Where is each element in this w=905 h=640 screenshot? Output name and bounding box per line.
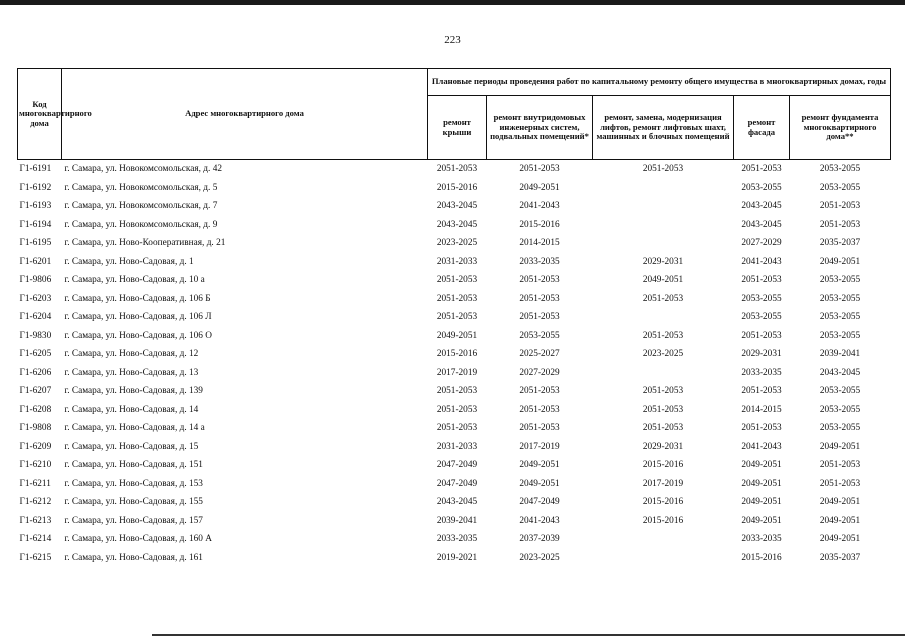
scan-top-border [0,0,905,5]
address-cell: г. Самара, ул. Ново-Садовая, д. 14 а [64,423,205,434]
code-cell: Г1-6208 [19,404,52,415]
foundation-cell: 2053-2055 [819,164,861,175]
roof-cell: 2031-2033 [436,441,478,452]
roof-cell: 2051-2053 [436,275,478,286]
code-cell: Г1-6214 [19,534,52,545]
lifts-cell [593,179,734,198]
header-code: Код многоквартирного дома [18,69,62,160]
lifts-cell: 2051-2053 [642,386,684,397]
code-cell: Г1-6192 [19,182,52,193]
address-cell: г. Самара, ул. Ново-Садовая, д. 10 а [64,275,205,286]
engineering-cell: 2049-2051 [519,460,560,471]
code-cell: Г1-6204 [19,312,52,323]
code-cell: Г1-6201 [19,256,52,267]
lifts-cell: 2017-2019 [642,478,684,489]
repair-schedule-table [17,68,891,567]
engineering-cell: 2017-2019 [519,441,560,452]
table-row [18,253,891,272]
code-cell: Г1-6215 [19,552,52,563]
roof-cell: 2031-2033 [436,256,478,267]
lifts-cell: 2051-2053 [642,404,684,415]
facade-cell: 2049-2051 [741,515,782,526]
address-cell: г. Самара, ул. Ново-Садовая, д. 155 [64,497,203,508]
table-body [18,160,891,568]
code-cell: Г1-6191 [19,164,52,175]
facade-cell: 2051-2053 [741,330,782,341]
foundation-cell: 2049-2051 [819,441,861,452]
address-cell: г. Самара, ул. Ново-Садовая, д. 14 [64,404,199,415]
lifts-cell [593,364,734,383]
header-engineering: ремонт внутридомовых инженерных систем, подвальных помещений* [487,96,593,160]
lifts-cell: 2015-2016 [642,460,684,471]
lifts-cell: 2023-2025 [642,349,684,360]
foundation-cell: 2051-2053 [819,219,861,230]
foundation-cell: 2053-2055 [819,330,861,341]
lifts-cell [593,197,734,216]
foundation-cell: 2053-2055 [819,423,861,434]
roof-cell: 2049-2051 [436,330,478,341]
engineering-cell: 2025-2027 [519,349,560,360]
table-row [18,345,891,364]
lifts-cell: 2015-2016 [642,497,684,508]
facade-cell: 2033-2035 [741,367,782,378]
lifts-cell: 2051-2053 [642,164,684,175]
roof-cell: 2043-2045 [436,201,478,212]
header-facade: ремонт фасада [734,96,790,160]
table-row [18,475,891,494]
engineering-cell: 2051-2053 [519,423,560,434]
roof-cell: 2017-2019 [436,367,478,378]
lifts-cell [593,234,734,253]
table-row [18,493,891,512]
lifts-cell: 2029-2031 [642,256,684,267]
facade-cell: 2049-2051 [741,497,782,508]
address-cell: г. Самара, ул. Ново-Садовая, д. 106 Л [64,312,212,323]
code-cell: Г1-6206 [19,367,52,378]
engineering-cell: 2041-2043 [519,201,560,212]
facade-cell: 2049-2051 [741,460,782,471]
foundation-cell: 2049-2051 [819,515,861,526]
address-cell: г. Самара, ул. Ново-Садовая, д. 106 О [64,330,212,341]
code-cell: Г1-6210 [19,460,52,471]
foundation-cell: 2053-2055 [819,312,861,323]
address-cell: г. Самара, ул. Ново-Садовая, д. 106 Б [64,293,211,304]
foundation-cell: 2051-2053 [819,201,861,212]
table-row [18,308,891,327]
facade-cell: 2043-2045 [741,219,782,230]
address-cell: г. Самара, ул. Ново-Садовая, д. 15 [64,441,199,452]
table-row [18,290,891,309]
facade-cell: 2014-2015 [741,404,782,415]
engineering-cell: 2015-2016 [519,219,560,230]
address-cell: г. Самара, ул. Новокомсомольская, д. 42 [64,164,222,175]
foundation-cell: 2053-2055 [819,404,861,415]
table-row [18,419,891,438]
table-row [18,327,891,346]
foundation-cell: 2053-2055 [819,293,861,304]
address-cell: г. Самара, ул. Ново-Садовая, д. 151 [64,460,203,471]
roof-cell: 2039-2041 [436,515,478,526]
engineering-cell: 2023-2025 [519,552,560,563]
lifts-cell: 2051-2053 [642,330,684,341]
header-lifts: ремонт, замена, модернизация лифтов, ремонт лифтовых шахт, машинных и блочных помещений [593,96,734,160]
address-cell: г. Самара, ул. Ново-Садовая, д. 161 [64,552,203,563]
address-cell: г. Самара, ул. Ново-Садовая, д. 1 [64,256,194,267]
header-group: Плановые периоды проведения работ по капитальному ремонту общего имущества в многоквартирных домах, годы [428,69,891,96]
facade-cell: 2015-2016 [741,552,782,563]
facade-cell: 2051-2053 [741,423,782,434]
lifts-cell [593,530,734,549]
facade-cell: 2051-2053 [741,275,782,286]
lifts-cell: 2049-2051 [642,275,684,286]
roof-cell: 2015-2016 [436,349,478,360]
roof-cell: 2043-2045 [436,497,478,508]
engineering-cell: 2033-2035 [519,256,560,267]
facade-cell: 2053-2055 [741,293,782,304]
code-cell: Г1-6209 [19,441,52,452]
facade-cell: 2029-2031 [741,349,782,360]
roof-cell: 2033-2035 [436,534,478,545]
roof-cell: 2047-2049 [436,460,478,471]
address-cell: г. Самара, ул. Ново-Садовая, д. 160 А [64,534,212,545]
engineering-cell: 2051-2053 [519,275,560,286]
foundation-cell: 2049-2051 [819,497,861,508]
foundation-cell: 2035-2037 [819,238,861,249]
facade-cell: 2043-2045 [741,201,782,212]
roof-cell: 2043-2045 [436,219,478,230]
roof-cell: 2051-2053 [436,404,478,415]
facade-cell: 2053-2055 [741,312,782,323]
code-cell: Г1-6203 [19,293,52,304]
foundation-cell: 2043-2045 [819,367,861,378]
engineering-cell: 2037-2039 [519,534,560,545]
engineering-cell: 2049-2051 [519,478,560,489]
roof-cell: 2051-2053 [436,293,478,304]
table-row [18,216,891,235]
engineering-cell: 2051-2053 [519,164,560,175]
engineering-cell: 2051-2053 [519,386,560,397]
address-cell: г. Самара, ул. Ново-Кооперативная, д. 21 [64,238,226,249]
address-cell: г. Самара, ул. Ново-Садовая, д. 13 [64,367,199,378]
engineering-cell: 2049-2051 [519,182,560,193]
code-cell: Г1-6211 [19,478,51,489]
table-row [18,197,891,216]
code-cell: Г1-9808 [19,423,52,434]
roof-cell: 2051-2053 [436,312,478,323]
code-cell: Г1-6212 [19,497,52,508]
lifts-cell [593,216,734,235]
engineering-cell: 2014-2015 [519,238,560,249]
foundation-cell: 2053-2055 [819,182,861,193]
code-cell: Г1-6205 [19,349,52,360]
table-row [18,530,891,549]
address-cell: г. Самара, ул. Ново-Садовая, д. 12 [64,349,199,360]
code-cell: Г1-9806 [19,275,52,286]
engineering-cell: 2047-2049 [519,497,560,508]
table-row [18,234,891,253]
lifts-cell [593,549,734,568]
roof-cell: 2051-2053 [436,423,478,434]
facade-cell: 2033-2035 [741,534,782,545]
lifts-cell: 2015-2016 [642,515,684,526]
engineering-cell: 2051-2053 [519,312,560,323]
table-row [18,160,891,179]
lifts-cell [593,308,734,327]
roof-cell: 2047-2049 [436,478,478,489]
facade-cell: 2049-2051 [741,478,782,489]
foundation-cell: 2049-2051 [819,256,861,267]
facade-cell: 2041-2043 [741,256,782,267]
engineering-cell: 2027-2029 [519,367,560,378]
engineering-cell: 2051-2053 [519,293,560,304]
foundation-cell: 2051-2053 [819,478,861,489]
foundation-cell: 2053-2055 [819,275,861,286]
roof-cell: 2023-2025 [436,238,478,249]
code-cell: Г1-6194 [19,219,52,230]
header-address: Адрес многоквартирного дома [62,69,428,160]
foundation-cell: 2039-2041 [819,349,861,360]
header-foundation: ремонт фундамента многоквартирного дома** [790,96,891,160]
table-row [18,271,891,290]
facade-cell: 2027-2029 [741,238,782,249]
table-row [18,364,891,383]
facade-cell: 2051-2053 [741,164,782,175]
foundation-cell: 2035-2037 [819,552,861,563]
roof-cell: 2015-2016 [436,182,478,193]
table-row [18,382,891,401]
foundation-cell: 2049-2051 [819,534,861,545]
roof-cell: 2051-2053 [436,386,478,397]
scan-bottom-border [152,634,905,636]
foundation-cell: 2053-2055 [819,386,861,397]
table-row [18,549,891,568]
table-row [18,179,891,198]
facade-cell: 2051-2053 [741,386,782,397]
table-row [18,512,891,531]
roof-cell: 2051-2053 [436,164,478,175]
code-cell: Г1-6207 [19,386,52,397]
address-cell: г. Самара, ул. Новокомсомольская, д. 7 [64,201,218,212]
page-number: 223 [444,34,461,46]
table-row [18,456,891,475]
code-cell: Г1-6195 [19,238,52,249]
table-row [18,401,891,420]
lifts-cell: 2051-2053 [642,423,684,434]
engineering-cell: 2053-2055 [519,330,560,341]
facade-cell: 2041-2043 [741,441,782,452]
lifts-cell: 2029-2031 [642,441,684,452]
code-cell: Г1-6213 [19,515,52,526]
header-roof: ремонт крыши [428,96,487,160]
code-cell: Г1-9830 [19,330,52,341]
address-cell: г. Самара, ул. Ново-Садовая, д. 157 [64,515,203,526]
engineering-cell: 2051-2053 [519,404,560,415]
engineering-cell: 2041-2043 [519,515,560,526]
table-row [18,438,891,457]
code-cell: Г1-6193 [19,201,52,212]
lifts-cell: 2051-2053 [642,293,684,304]
facade-cell: 2053-2055 [741,182,782,193]
address-cell: г. Самара, ул. Новокомсомольская, д. 5 [64,182,218,193]
address-cell: г. Самара, ул. Новокомсомольская, д. 9 [64,219,218,230]
address-cell: г. Самара, ул. Ново-Садовая, д. 153 [64,478,203,489]
foundation-cell: 2051-2053 [819,460,861,471]
roof-cell: 2019-2021 [436,552,478,563]
address-cell: г. Самара, ул. Ново-Садовая, д. 139 [64,386,203,397]
